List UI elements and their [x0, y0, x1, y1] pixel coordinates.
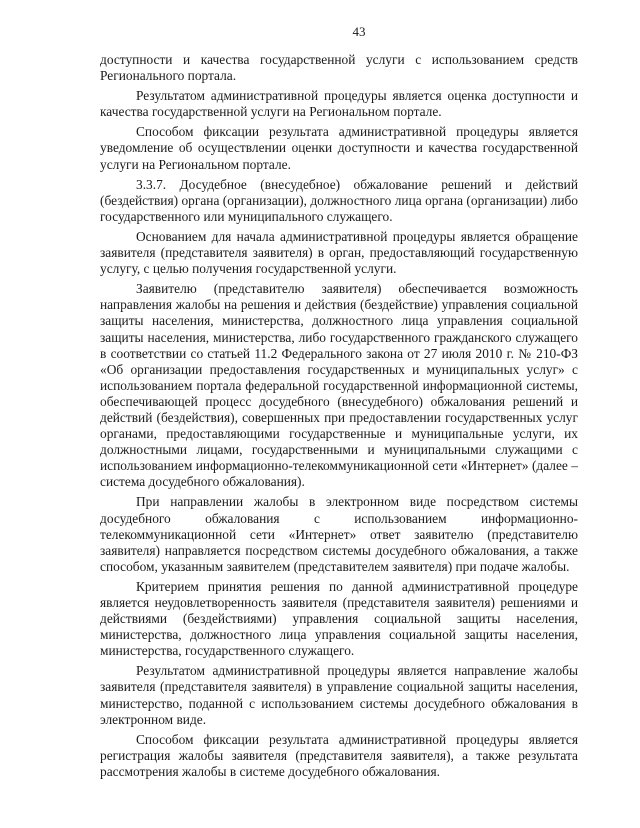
paragraph: Результатом административной процедуры является оценка доступности и качества государственной услуги на Региональном портале.: [100, 88, 578, 120]
paragraph: Способом фиксации результата административной процедуры является уведомление об осуществлении оценки доступности и качества государственной услуги на Региональном портале.: [100, 124, 578, 172]
paragraph: Критерием принятия решения по данной административной процедуре является неудовлетворенность заявителя (представителя заявителя) решениями и действиями (бездействиями) управления социальной защиты населения, министерства, должностного лица управления социальной защиты населения, министерства, государственного служащего.: [100, 578, 578, 659]
paragraph: Заявителю (представителю заявителя) обеспечивается возможность направления жалобы на решения и действия (бездействие) управления социальной защиты населения, министерства, должностного лица управления социальной защиты населения, министерства, либо государственного гражданского служащего в соответствии со статьей 11.2 Федерального закона от 27 июля 2010 г. № 210-ФЗ «Об организации предоставления государственных и муниципальных услуг» с использованием портала федеральной государственной информационной системы, обеспечивающей процесс досудебного (внесудебного) обжалования решений и действий (бездействия), совершенных при предоставлении государственных услуг органами, предоставляющими государственные и муниципальные услуги, их должностными лицами, государственными и муниципальными служащими с использованием информационно-телекоммуникационной сети «Интернет» (далее – система досудебного обжалования).: [100, 281, 578, 490]
paragraph: При направлении жалобы в электронном виде посредством системы досудебного обжалования с использованием информационно-телекоммуникационной сети «Интернет» ответ заявителю (представителю заявителя) направляется посредством системы досудебного обжалования, а также способом, указанным заявителем (представителем заявителя) при подаче жалобы.: [100, 494, 578, 574]
document-body: [100, 52, 578, 780]
section-heading: 3.3.7. Досудебное (внесудебное) обжалование решений и действий (бездействия) органа (организации), должностного лица органа (организации) либо государственного или муниципального служащего.: [100, 176, 578, 224]
paragraph: Способом фиксации результата административной процедуры является регистрация жалобы заявителя (представителя заявителя), а также результата рассмотрения жалобы в системе досудебного обжалования.: [100, 731, 578, 779]
paragraph: доступности и качества государственной услуги с использованием средств Регионального портала.: [100, 52, 578, 84]
paragraph: Результатом административной процедуры является направление жалобы заявителя (представителя заявителя) в управление социальной защиты населения, министерство, поданной с использованием системы досудебного обжалования в электронном виде.: [100, 663, 578, 727]
page-number: 43: [352, 24, 366, 39]
paragraph: Основанием для начала административной процедуры является обращение заявителя (представителя заявителя) в орган, предоставляющий государственную услугу, с целью получения государственной услуги.: [100, 228, 578, 277]
